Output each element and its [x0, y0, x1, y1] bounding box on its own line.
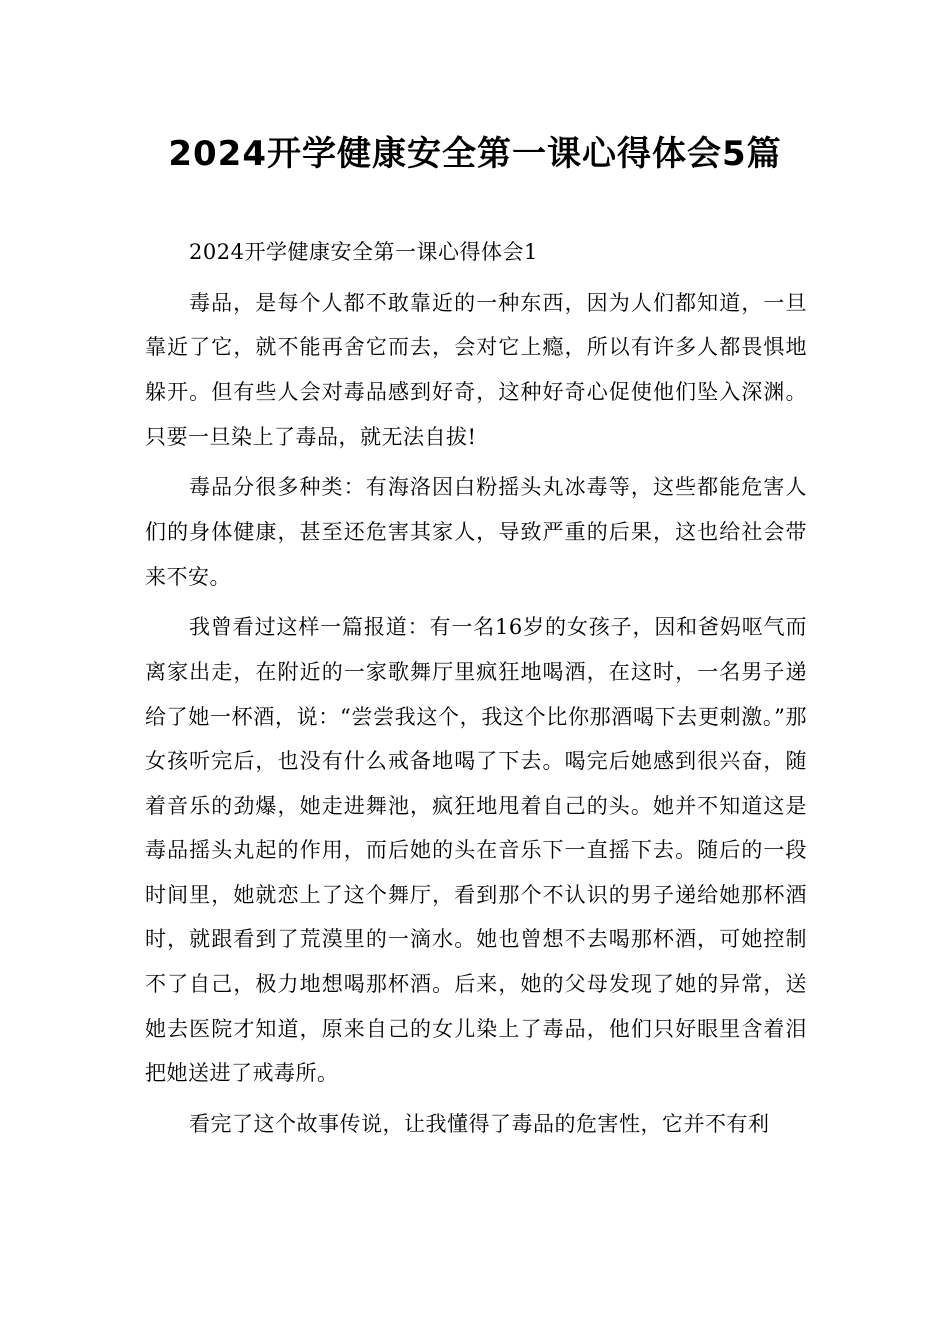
paragraph-1: 毒品，是每个人都不敢靠近的一种东西，因为人们都知道，一旦靠近了它，就不能再舍它而去，会对它上瘾，所以有许多人都畏惧地躲开。但有些人会对毒品感到好奇，这种好奇心促使他们坠入深渊。只要一旦染上了毒品，就无法自拔! — [145, 290, 807, 449]
section-heading: 2024开学健康安全第一课心得体会1 — [189, 240, 538, 264]
document-title: 2024开学健康安全第一课心得体会5篇 — [168, 134, 782, 174]
paragraph-3: 我曾看过这样一篇报道：有一名16岁的女孩子，因和爸妈呕气而离家出走，在附近的一家歌舞厅里疯狂地喝酒，在这时，一名男子递给了她一杯酒，说：“尝尝我这个，我这个比你那酒喝下去更刺激。”那女孩听完后，也没有什么戒备地喝了下去。喝完后她感到很兴奋，随着音乐的劲爆，她走进舞池，疯狂地甩着自己的头。她并不知道这是毒品摇头丸起的作用，而后她的头在音乐下一直摇下去。随后的一段时间里，她就恋上了这个舞厅，看到那个不认识的男子递给她那杯酒时，就跟看到了荒漠里的一滴水。她也曾想不去喝那杯酒，可她控制不了自己，极力地想喝那杯酒。后来，她的父母发现了她的异常，送她去医院才知道，原来自己的女儿染上了毒品，他们只好眼里含着泪把她送进了戒毒所。 — [145, 615, 807, 1086]
document-body — [145, 230, 807, 1153]
paragraph-4: 看完了这个故事传说，让我懂得了毒品的危害性，它并不有利 — [189, 1112, 770, 1137]
paragraph-2: 毒品分很多种类：有海洛因白粉摇头丸冰毒等，这些都能危害人们的身体健康，甚至还危害其家人，导致严重的后果，这也给社会带来不安。 — [145, 475, 807, 589]
